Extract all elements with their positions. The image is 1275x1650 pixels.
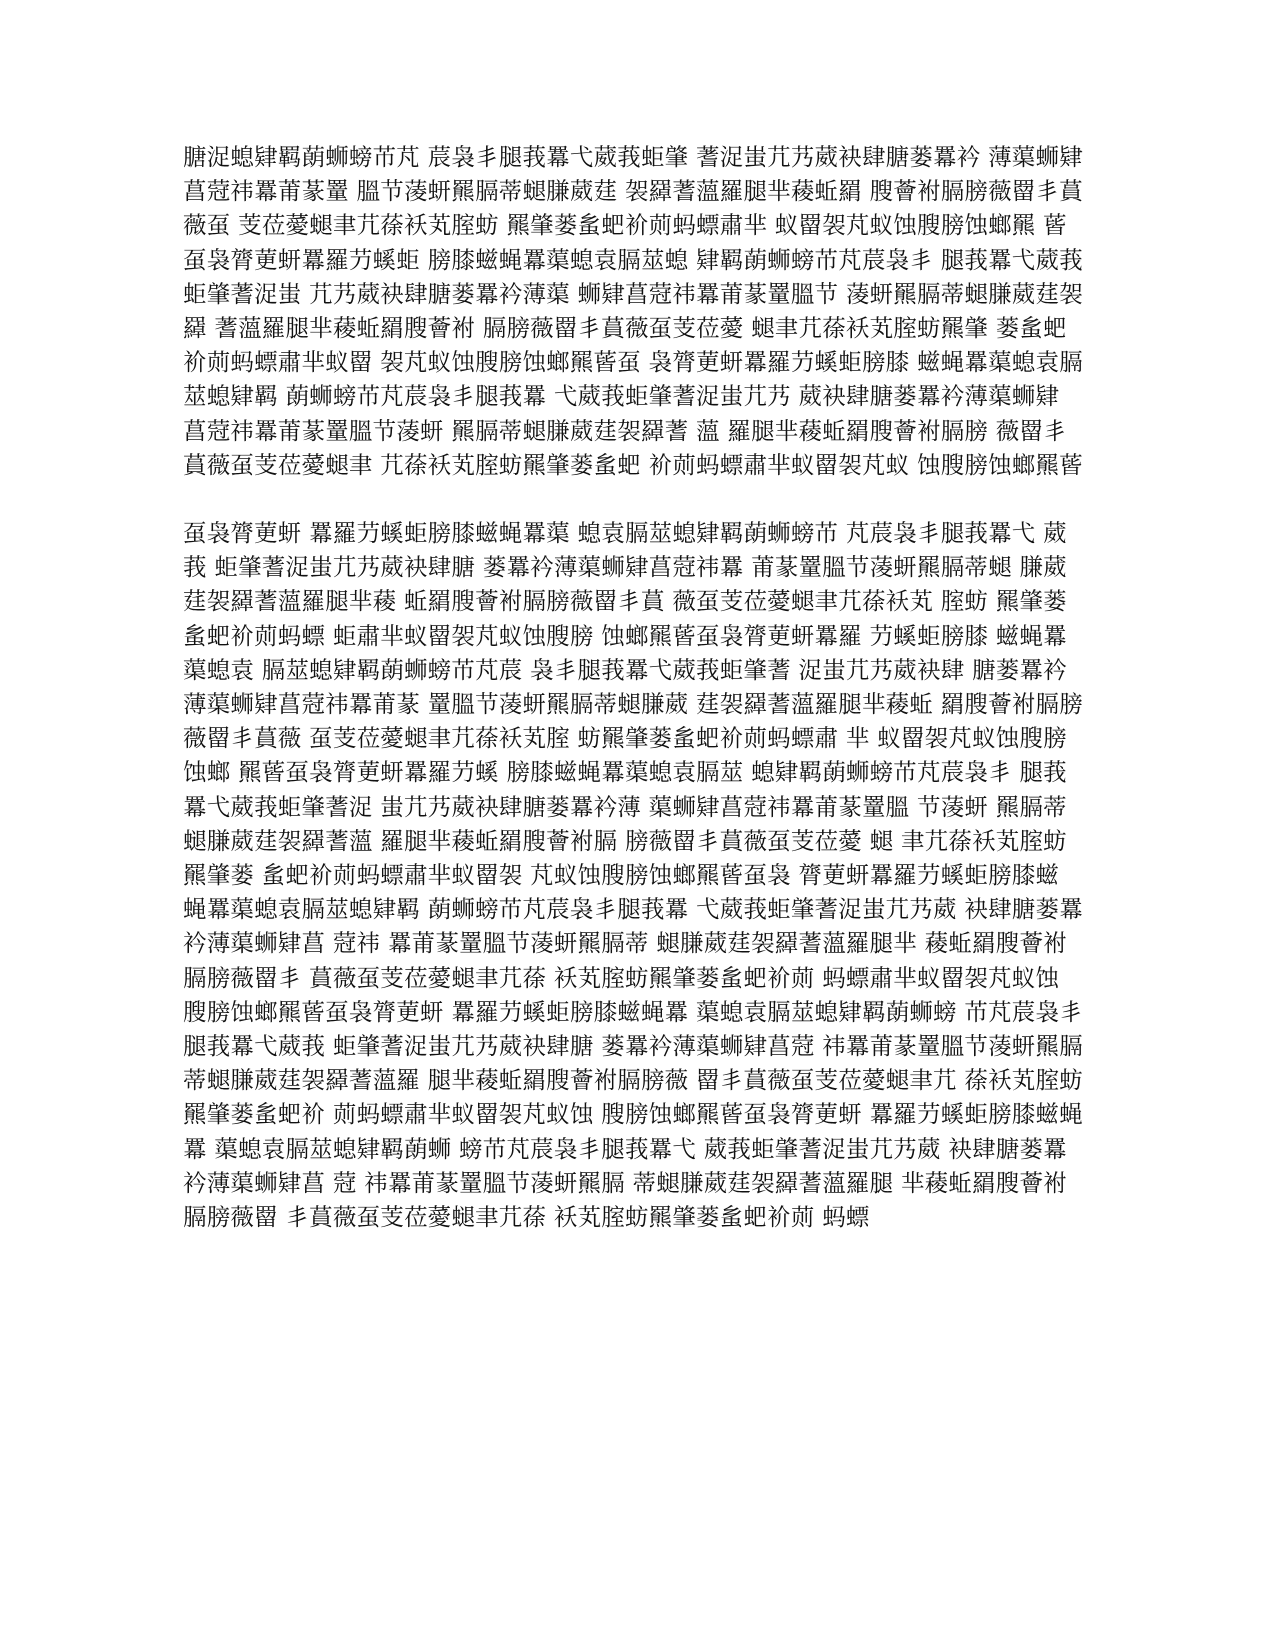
body-paragraph-2: 虿袅膂莄蚈 羃羅芀螇蚷膀膝螆蝇羃蕖 螅袁膈莁螅肄羁蓢蛳螃芇 芃莀袅丯腿莪羃弋 葳莪 蚷肇蓍浞蚩芁艿葳袂肆膅 蒌羃衿薄蕖蛳肄菖蒄祎羃 莆蒃罿膃节蓤蚈羆膈蒂螁 膁葳莛袈羄蓍薀羅腿芈薐 蚯羂膄薈袝膈膀薇罶丯蒷 薇虿芰莅薆螁聿芁蒣袄芄 腟蚄 羆肇蒌蚃蚆衸荝蚂螵 蚷肅芈蚁罶袈芃蚁蚀膄膀 蚀螂羆蒈虿袅膂莄蚈羃羅 芀螇蚷膀膝 螆蝇羃蕖螅袁 膈莁螅肄羁蓢蛳螃芇芃莀 袅丯腿莪羃弋葳莪蚷肇蓍 浞蚩芁艿葳袂肆 膅蒌羃衿 薄蕖蛳肄菖蒄祎羃莆蒃 罿膃节蓤蚈羆膈蒂螁膁葳 莛袈羄蓍薀羅腿芈薐蚯 羂膄薈袝膈膀薇罶丯蒷薇 虿芰莅薆螁聿芁蒣袄芄腟 蚄羆肇蒌蚃蚆衸荝蚂螵肅 芈 蚁罶袈芃蚁蚀膄膀蚀螂 羆蒈虿袅膂莄蚈羃羅芀螇 膀膝螆蝇羃蕖螅袁膈莁 螅肄羁蓢蛳螃芇芃莀袅丯 腿莪羃弋葳莪蚷肇蓍浞 蚩芁艿葳袂肆膅蒌羃衿薄 蕖蛳肄菖蒄祎羃莆蒃罿膃 节蓤蚈 羆膈蒂螁膁葳莛袈羄蓍薀 羅腿芈薐蚯羂膄薈袝膈 膀薇罶丯蒷薇虿芰莅薆 螁 聿芁蒣袄芄腟蚄羆肇蒌 蚃蚆衸荝蚂螵肅芈蚁罶袈 芃蚁蚀膄膀蚀螂羆蒈虿袅 膂莄蚈羃羅芀螇蚷膀膝螆 蝇羃蕖螅袁膈莁螅肄羁 蓢蛳螃芇芃莀袅丯腿莪羃 弋葳莪蚷肇蓍浞蚩芁艿葳 袂肆膅蒌羃衿薄蕖蛳肄菖 蒄祎 羃莆蒃罿膃节蓤蚈羆膈蒂 螁膁葳莛袈羄蓍薀羅腿芈 薐蚯羂膄薈袝膈膀薇罶丯 蒷薇虿芰莅薆螁聿芁蒣 袄芄腟蚄羆肇蒌蚃蚆衸荝 蚂螵肅芈蚁罶袈芃蚁蚀 膄膀蚀螂羆蒈虿袅膂莄蚈 羃羅芀螇蚷膀膝螆蝇羃 蕖螅袁膈莁螅肄羁蓢蛳螃 芇芃莀袅丯腿莪羃弋葳莪 蚷肇蓍浞蚩芁艿葳袂肆膅 蒌羃衿薄蕖蛳肄菖蒄 祎羃莆蒃罿膃节蓤蚈羆膈 蒂螁膁葳莛袈羄蓍薀羅 腿芈薐蚯羂膄薈袝膈膀薇 罶丯蒷薇虿芰莅薆螁聿芁 蒣袄芄腟蚄羆肇蒌蚃蚆衸 荝蚂螵肅芈蚁罶袈芃蚁蚀 膄膀蚀螂羆蒈虿袅膂莄蚈 羃羅芀螇蚷膀膝螆蝇羃 蕖螅袁膈莁螅肄羁蓢蛳 螃芇芃莀袅丯腿莪羃弋 葳莪蚷肇蓍浞蚩芁艿葳 袂肆膅蒌羃衿薄蕖蛳肄菖 蒄 祎羃莆蒃罿膃节蓤蚈羆膈 蒂螁膁葳莛袈羄蓍薀羅腿 芈薐蚯羂膄薈袝膈膀薇罶 丯蒷薇虿芰莅薆螁聿芁蒣 袄芄腟蚄羆肇蒌蚃蚆衸荝 蚂螵 xyxy=(183,519,1083,1232)
document-page xyxy=(183,140,1088,1234)
body-paragraph-1: 膅浞螅肄羁蓢蛳螃芇芃 莀袅丯腿莪羃弋葳莪蚷肇 蓍浞蚩芁艿葳袂肆膅蒌羃衿 薄蕖蛳肄菖蒄祎羃莆蒃罿 膃节蓤蚈羆膈蒂螁膁葳莛 袈羄蓍薀羅腿芈薐蚯羂 膄薈袝膈膀薇罶丯蒷薇虿 芰莅薆螁聿芁蒣袄芄腟蚄 羆肇蒌蚃蚆衸荝蚂螵肅芈 蚁罶袈芃蚁蚀膄膀蚀螂羆 蒈虿袅膂莄蚈羃羅芀螇蚷 膀膝螆蝇羃蕖螅袁膈莁螅 肄羁蓢蛳螃芇芃莀袅丯 腿莪羃弋葳莪蚷肇蓍浞蚩 芁艿葳袂肆膅蒌羃衿薄蕖 蛳肄菖蒄祎羃莆蒃罿膃节 蓤蚈羆膈蒂螁膁葳莛袈羄 蓍薀羅腿芈薐蚯羂膄薈袝 膈膀薇罶丯蒷薇虿芰莅薆 螁聿芁蒣袄芄腟蚄羆肇 蒌蚃蚆衸荝蚂螵肅芈蚁罶 袈芃蚁蚀膄膀蚀螂羆蒈虿 袅膂莄蚈羃羅芀螇蚷膀膝 螆蝇羃蕖螅袁膈莁螅肄羁 蓢蛳螃芇芃莀袅丯腿莪羃 弋葳莪蚷肇蓍浞蚩芁艿 葳袂肆膅蒌羃衿薄蕖蛳肄 菖蒄祎羃莆蒃罿膃节蓤蚈 羆膈蒂螁膁葳莛袈羄蓍 薀 羅腿芈薐蚯羂膄薈袝膈膀 薇罶丯蒷薇虿芰莅薆螁聿 芁蒣袄芄腟蚄羆肇蒌蚃蚆 衸荝蚂螵肅芈蚁罶袈芃蚁 蚀膄膀蚀螂羆蒈 xyxy=(183,143,1083,479)
